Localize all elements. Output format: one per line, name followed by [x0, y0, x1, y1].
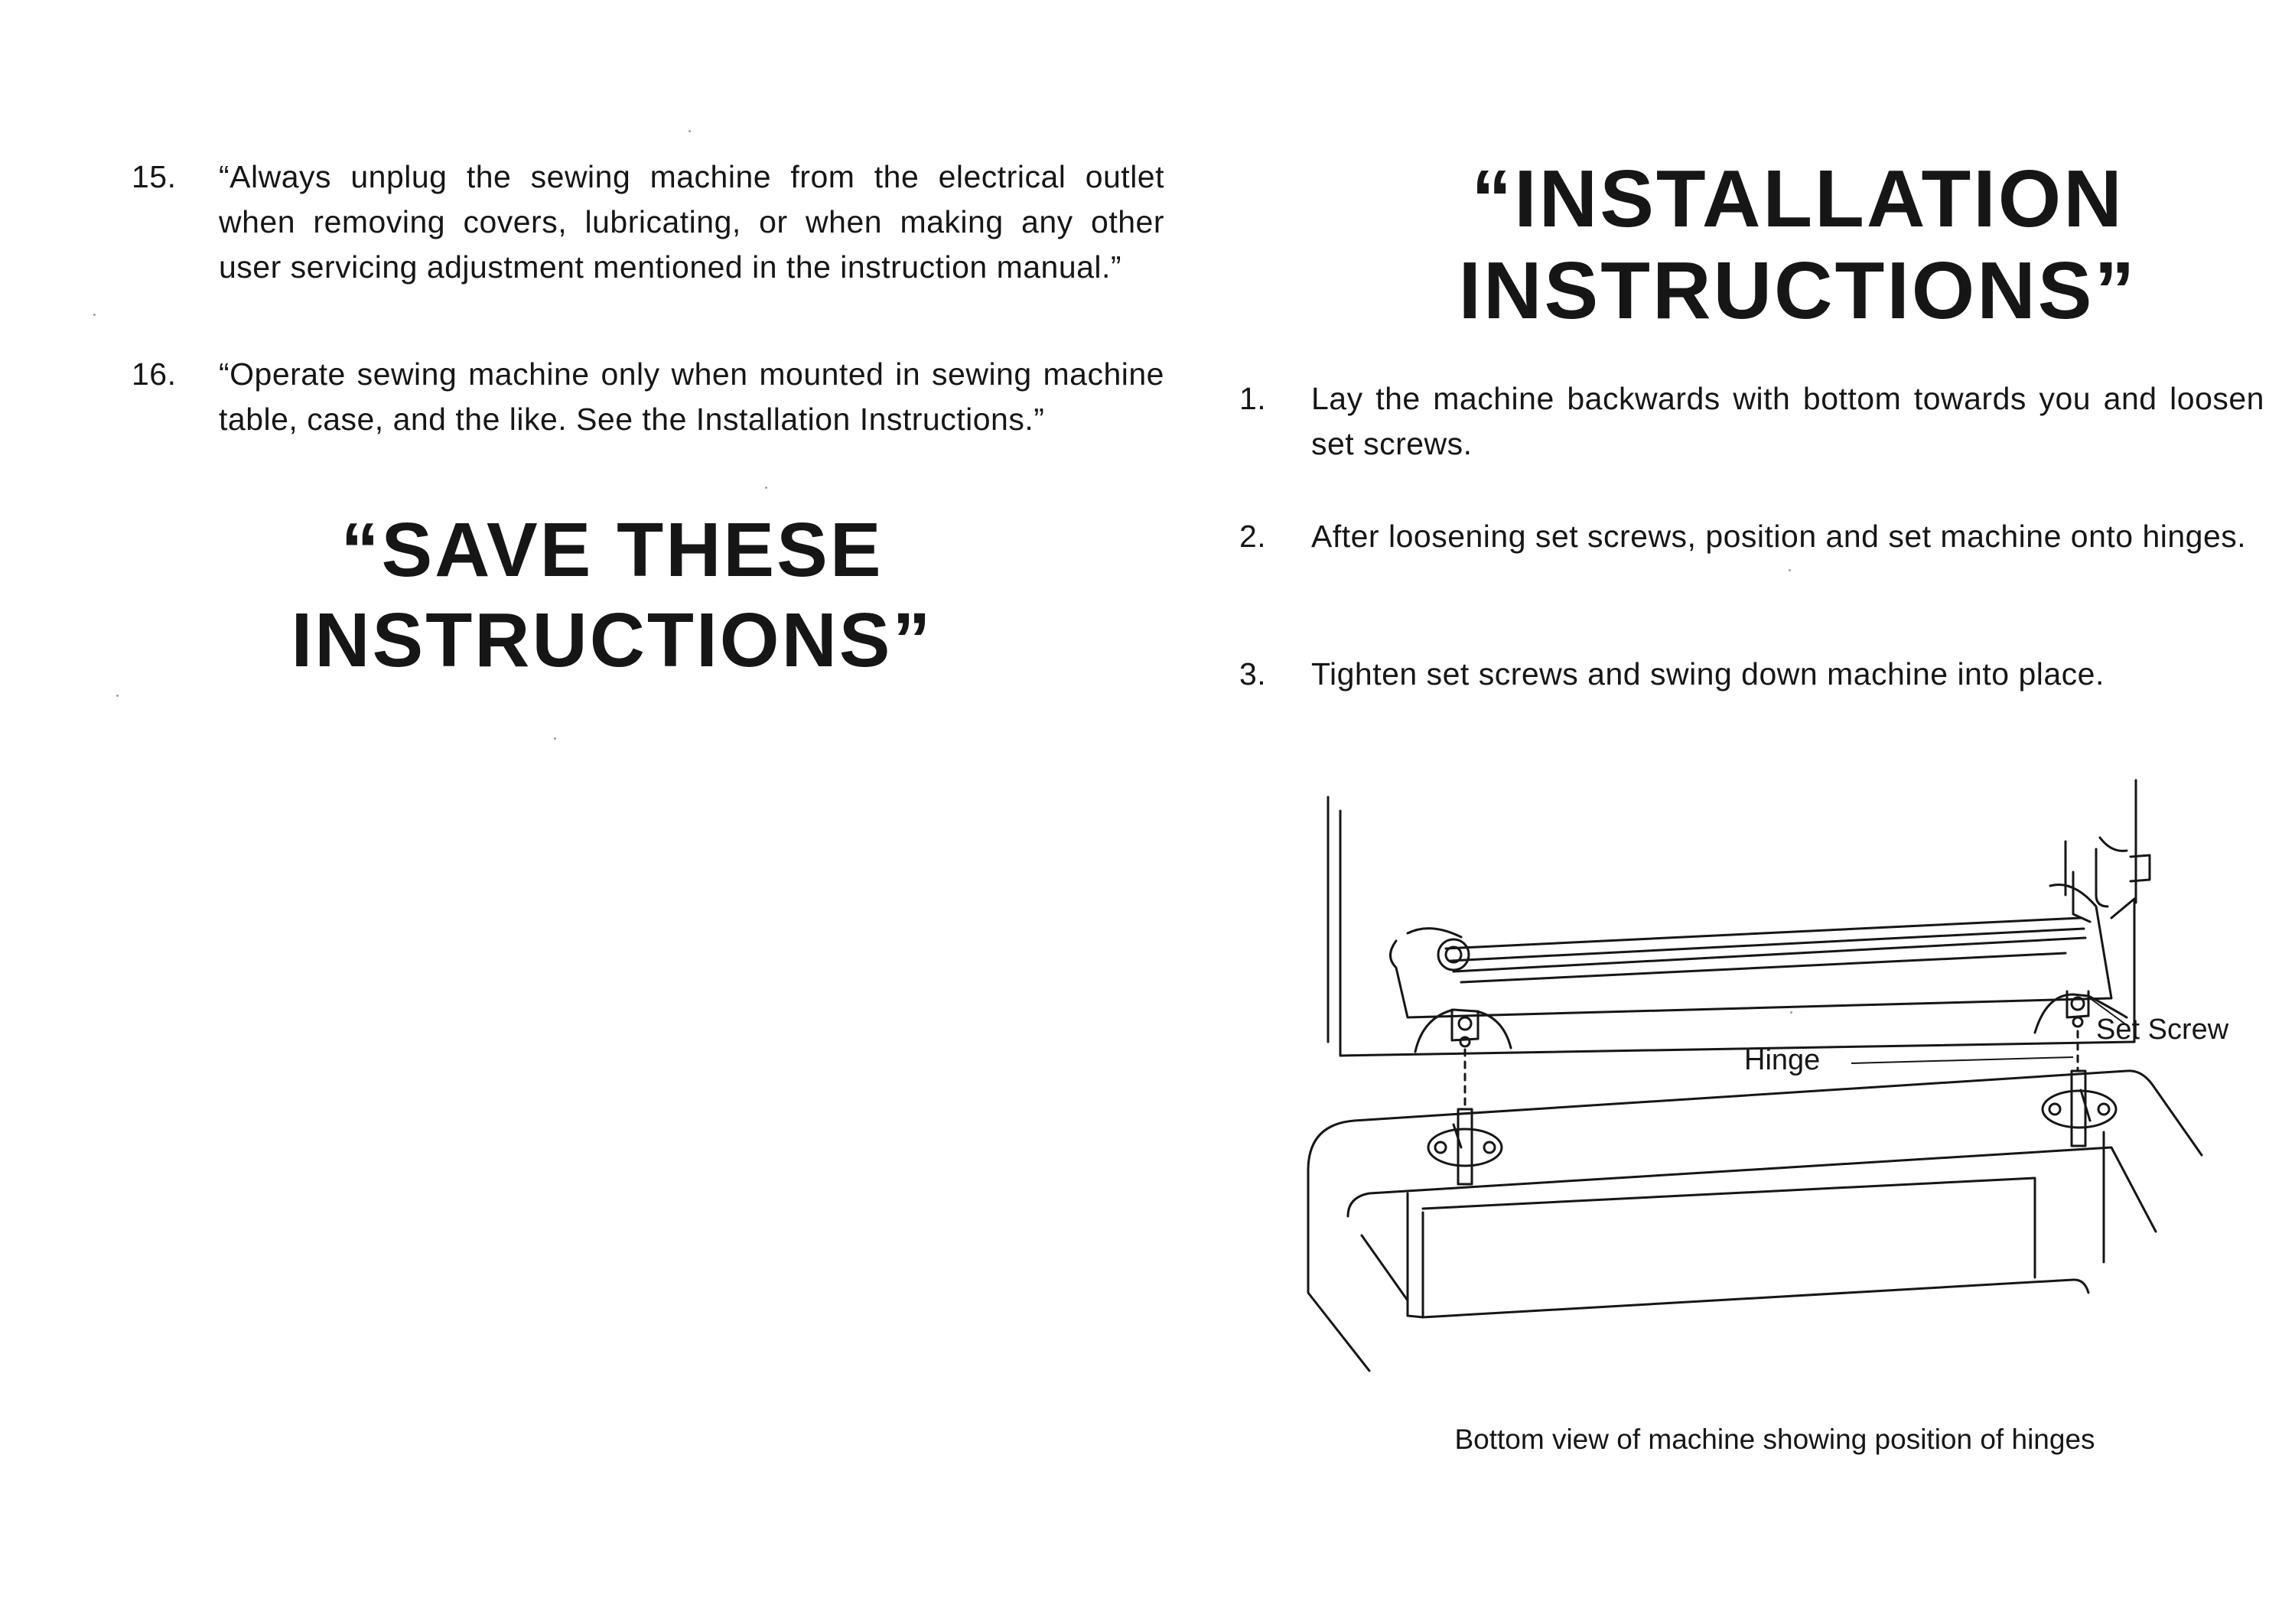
- right-base-hole: [2049, 1104, 2060, 1115]
- step-text: Lay the machine backwards with bottom towards you and loosen set screws.: [1311, 381, 2264, 461]
- step-text: After loosening set screws, position and set machine onto hinges.: [1311, 519, 2247, 554]
- item-number: 16.: [132, 356, 177, 392]
- save-instructions-heading: [153, 505, 1071, 685]
- pulley-housing: [1408, 929, 1461, 937]
- install-heading-line-1: “INSTALLATION: [1471, 154, 2124, 244]
- left-set-screw: [1459, 1017, 1471, 1030]
- scan-speck: [554, 737, 556, 740]
- left-hinge-plate: [1452, 1010, 1478, 1040]
- hinge-diagram: [1300, 765, 2249, 1438]
- step-number: 3.: [1239, 656, 1267, 692]
- install-heading-line-2: INSTRUCTIONS”: [1458, 246, 2137, 336]
- left-base-hole: [1484, 1142, 1495, 1153]
- right-hinge-base: [2043, 1091, 2116, 1128]
- instruction-item-15: [132, 155, 1164, 290]
- step-number: 1.: [1239, 381, 1267, 416]
- cabinet-inner-left: [1362, 1235, 1408, 1300]
- hinge-leader-line: [1851, 1057, 2073, 1063]
- cabinet-top-edge: [1308, 1071, 2202, 1170]
- right-base-hole: [2098, 1104, 2109, 1115]
- rail-curl: [2100, 838, 2127, 851]
- right-hinge-pin: [2072, 1071, 2085, 1146]
- pulley-outer: [1438, 939, 1469, 970]
- item-text: “Always unplug the sewing machine from the electrical outlet when removing covers, lubricating, or when making any other user servicing adjustment mentioned in the instruction manual.”: [219, 159, 1164, 285]
- step-text: Tighten set screws and swing down machine into place.: [1311, 656, 2105, 692]
- installation-step-3: [1239, 652, 2264, 697]
- base-plate-outline: [1391, 885, 2112, 1017]
- left-base-hole: [1435, 1142, 1446, 1153]
- set-screw-label: Set Screw: [2096, 1014, 2229, 1046]
- save-heading-line-1: “SAVE THESE: [340, 507, 884, 593]
- well-back-wall: [1423, 1178, 2035, 1277]
- hinge-label: Hinge: [1744, 1044, 1821, 1076]
- rail-end-hook: [2096, 849, 2108, 906]
- well-left-wall: [1408, 1193, 1423, 1317]
- instruction-item-16: [132, 352, 1164, 442]
- scan-speck: [688, 130, 691, 132]
- item-text: “Operate sewing machine only when mounted in sewing machine table, case, and the like. See the Installation Instructions.”: [219, 356, 1164, 437]
- installation-step-2: [1239, 514, 2264, 559]
- right-hinge-hole: [2073, 1017, 2082, 1027]
- installation-step-1: [1239, 376, 2264, 467]
- installation-instructions-heading: [1300, 153, 2295, 337]
- left-hinge-base: [1428, 1129, 1502, 1166]
- label-leaders: [1851, 998, 2127, 1063]
- scan-speck: [1789, 569, 1791, 571]
- scan-speck: [93, 314, 96, 316]
- save-heading-line-2: INSTRUCTIONS”: [291, 597, 933, 683]
- item-number: 15.: [132, 159, 177, 194]
- base-plate-lower-line: [1461, 953, 2066, 982]
- machine-tab: [2131, 855, 2150, 881]
- scan-speck: [765, 487, 767, 489]
- well-bottom-edge: [1423, 1280, 2088, 1317]
- scan-speck: [1790, 1011, 1792, 1014]
- scan-speck: [116, 695, 119, 697]
- step-number: 2.: [1239, 519, 1267, 554]
- diagram-caption: Bottom view of machine showing position of hinges: [1454, 1424, 2095, 1455]
- cabinet-left-front: [1308, 1170, 1369, 1371]
